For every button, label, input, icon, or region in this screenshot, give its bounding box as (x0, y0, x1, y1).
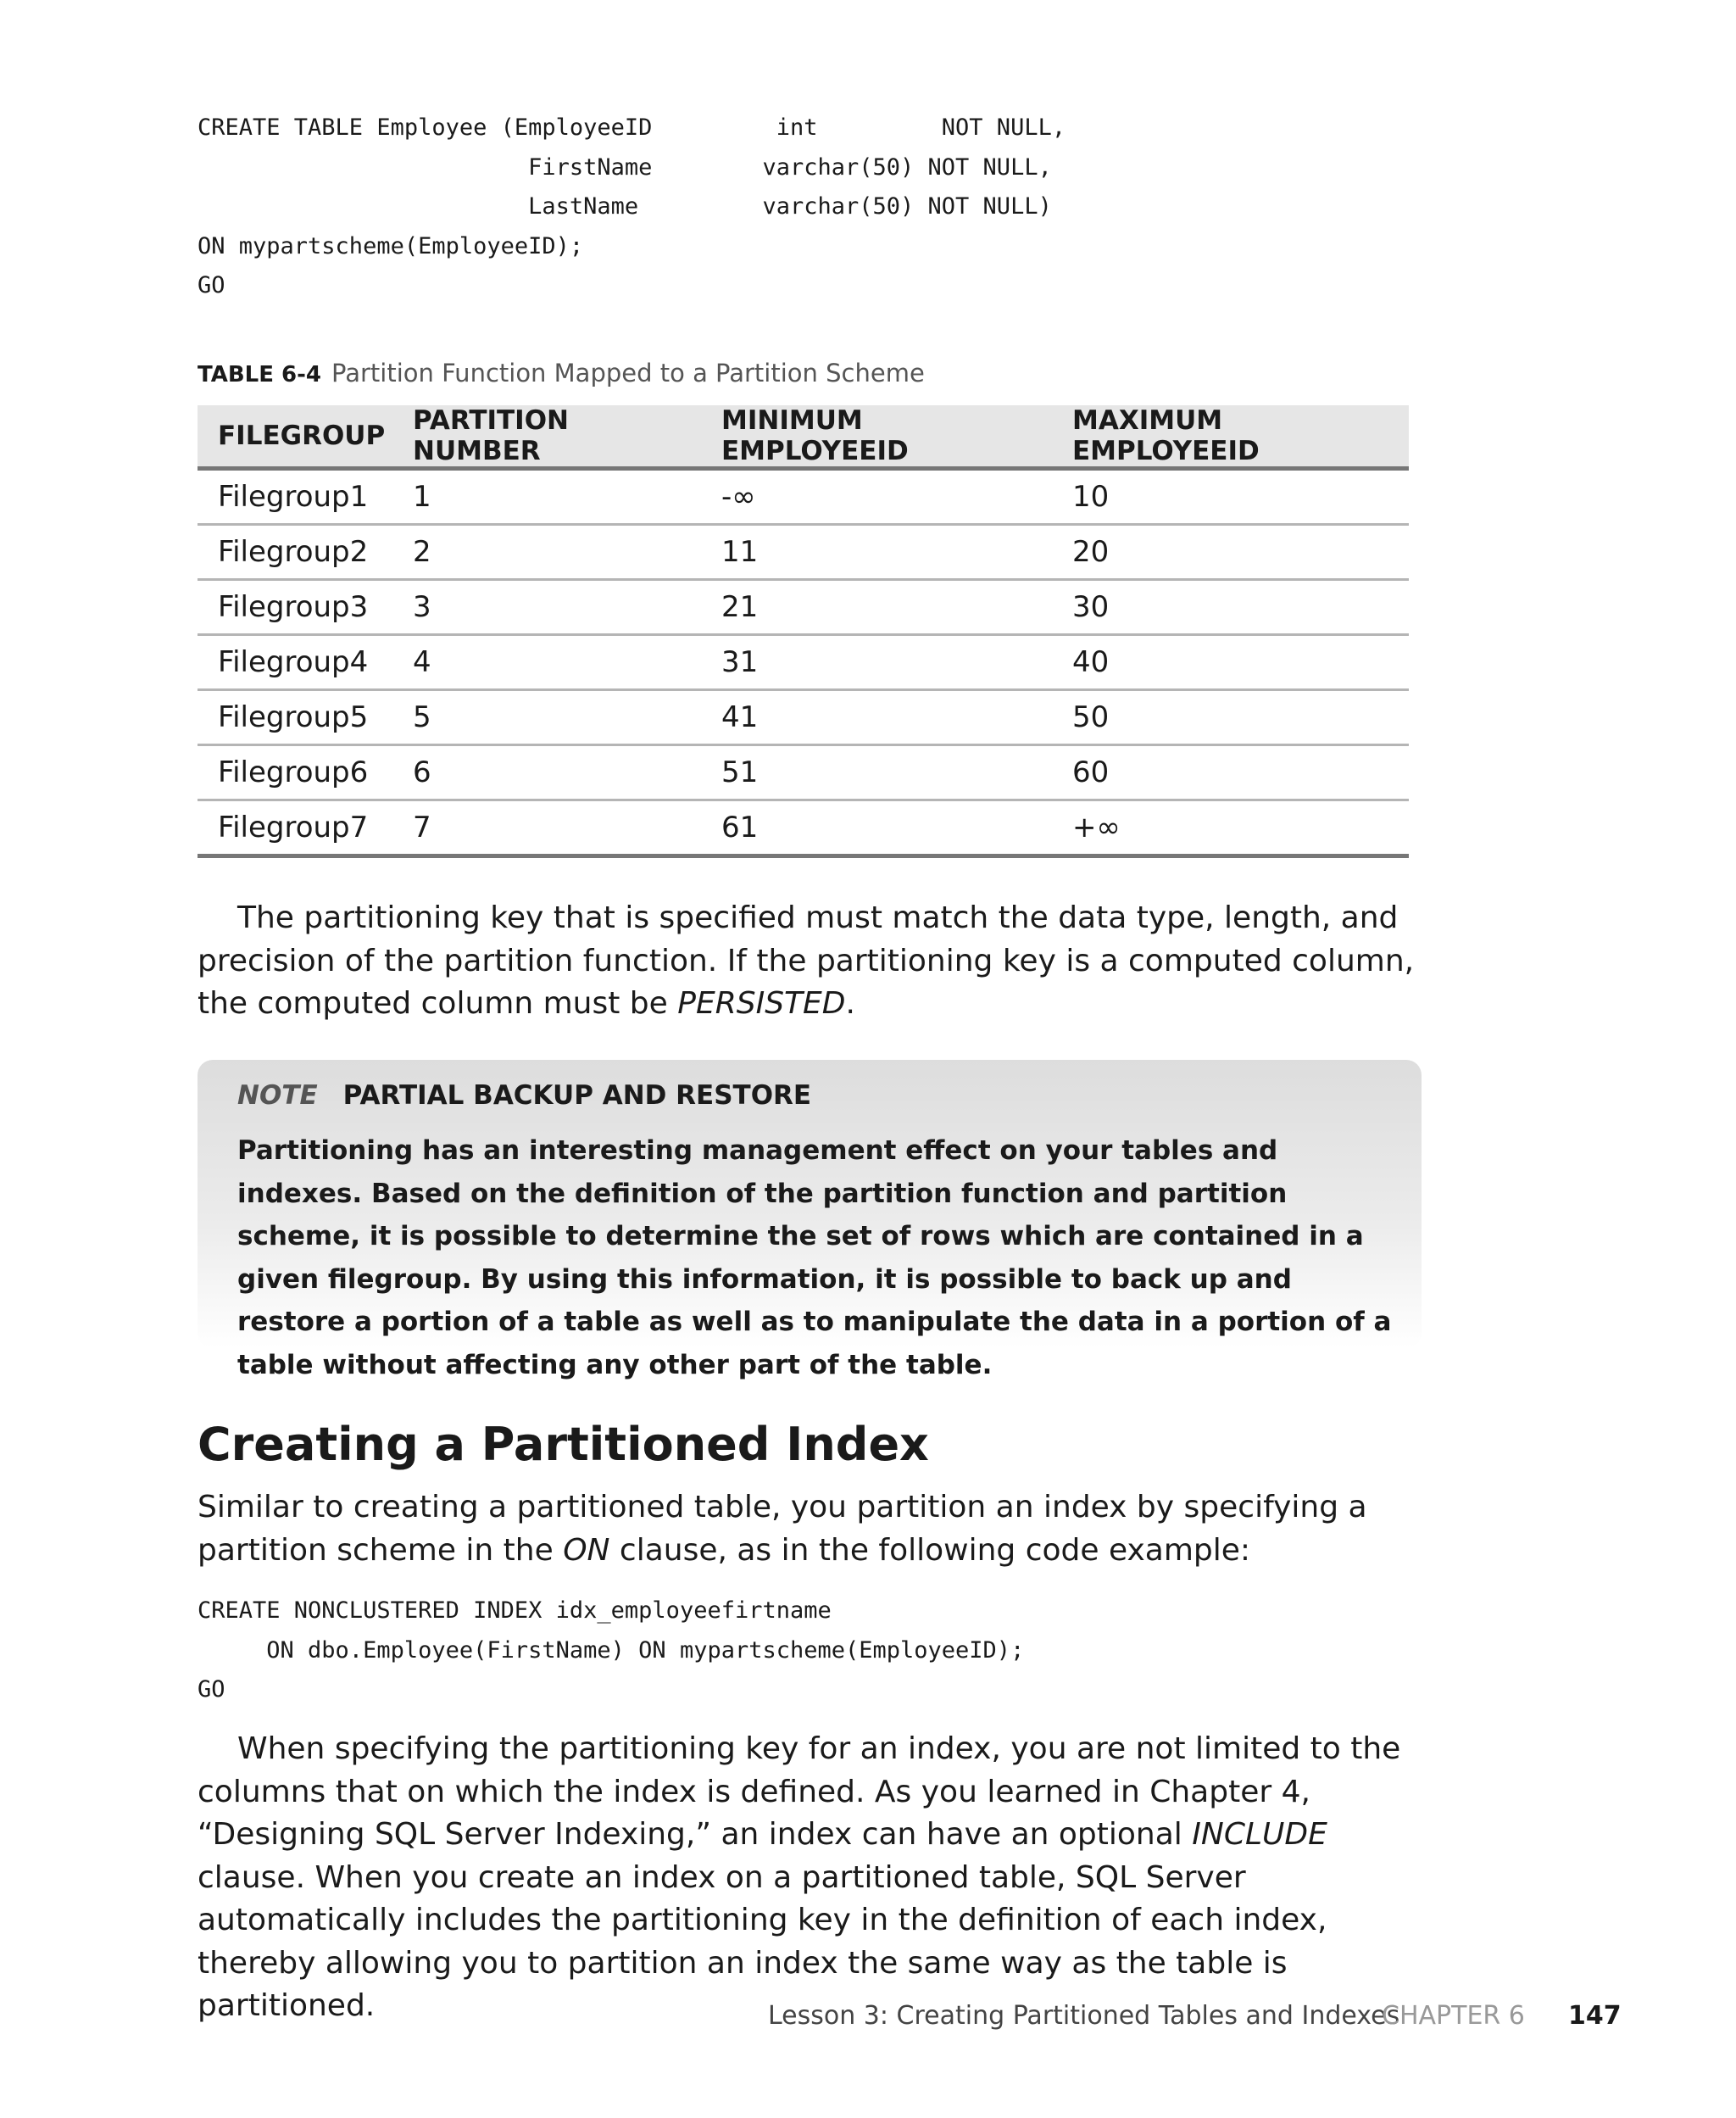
cell-maximum: 60 (1052, 745, 1409, 800)
cell-partition-number: 6 (392, 745, 701, 800)
paragraph-text: Similar to creating a partitioned table, you partition an index by specifying a partition scheme in the (198, 1490, 1367, 1568)
code-block-create-index: CREATE NONCLUSTERED INDEX idx_employeefirtname ON dbo.Employee(FirstName) ON mypartscheme(EmployeeID); GO (198, 1597, 1025, 1703)
footer-page-number: 147 (1568, 2001, 1622, 2031)
cell-partition-number: 2 (392, 525, 701, 580)
cell-minimum: -∞ (701, 469, 1052, 525)
cell-maximum: 30 (1052, 580, 1409, 635)
cell-partition-number: 4 (392, 635, 701, 690)
partition-table (198, 405, 1409, 858)
cell-filegroup: Filegroup1 (198, 469, 392, 525)
section-heading: Creating a Partitioned Index (198, 1418, 929, 1471)
cell-minimum: 11 (701, 525, 1052, 580)
cell-partition-number: 5 (392, 690, 701, 745)
footer-chapter: CHAPTER 6 (1382, 2001, 1525, 2031)
table-caption-number: TABLE 6-4 (198, 362, 322, 387)
cell-minimum: 61 (701, 800, 1052, 856)
cell-maximum: 20 (1052, 525, 1409, 580)
header-maximum-employeeid: MAXIMUM EMPLOYEEID (1052, 405, 1409, 469)
cell-minimum: 21 (701, 580, 1052, 635)
cell-maximum: 50 (1052, 690, 1409, 745)
paragraph-end: . (845, 986, 855, 1021)
table-row (198, 800, 1409, 856)
paragraph-italic-term: INCLUDE (1192, 1817, 1327, 1852)
cell-maximum: 40 (1052, 635, 1409, 690)
note-body: Partitioning has an interesting management effect on your tables and indexes. Based on the definition of the partition function and partition scheme, it is possible to determine the set of rows which are contained in a given filegroup. By using this information, it is possible to back up and restore a portion of a table as well as to manipulate the data in a portion of a table without affecting any other part of the table. (237, 1135, 1392, 1380)
paragraph-text: When specifying the partitioning key for an index, you are not limited to the columns that on which the index is defined. As you learned in Chapter 4, “Designing SQL Server Indexing,” an index can have an optional (198, 1731, 1401, 1852)
table-row (198, 525, 1409, 580)
note-box (198, 1060, 1422, 1380)
header-minimum-employeeid: MINIMUM EMPLOYEEID (701, 405, 1052, 469)
cell-partition-number: 1 (392, 469, 701, 525)
cell-minimum: 41 (701, 690, 1052, 745)
paragraph-text-after: clause, as in the following code example: (609, 1532, 1251, 1568)
cell-filegroup: Filegroup3 (198, 580, 392, 635)
footer-lesson-title: Lesson 3: Creating Partitioned Tables and Indexes (768, 2001, 1400, 2031)
note-title: PARTIAL BACKUP AND RESTORE (342, 1080, 812, 1111)
paragraph-text: The partitioning key that is specified must match the data type, length, and precision of the partition function. If the partitioning key is a computed column, the computed column must be (198, 900, 1415, 1021)
paragraph-partitioning-key-index (198, 1728, 1418, 2028)
cell-partition-number: 7 (392, 800, 701, 856)
paragraph-italic-term: ON (563, 1532, 610, 1568)
code-block-create-table: CREATE TABLE Employee (EmployeeID int NOT NULL, FirstName varchar(50) NOT NULL, LastName varchar(50) NOT NULL) ON mypartscheme(EmployeeID); GO (198, 114, 1066, 298)
paragraph-text-after: clause. When you create an index on a partitioned table, SQL Server automatically includes the partitioning key in the definition of each index, thereby allowing you to partition an index the same way as the table is partitioned. (198, 1859, 1327, 2023)
paragraph-partitioned-index-intro (198, 1486, 1418, 1572)
note-tag: NOTE (237, 1080, 318, 1111)
header-filegroup: FILEGROUP (198, 405, 392, 469)
table-row (198, 745, 1409, 800)
table-row (198, 469, 1409, 525)
header-partition-number: PARTITION NUMBER (392, 405, 701, 469)
paragraph-partitioning-key (198, 897, 1418, 1026)
table-header-row (198, 405, 1409, 469)
cell-maximum: +∞ (1052, 800, 1409, 856)
paragraph-italic-term: PERSISTED (677, 986, 846, 1021)
cell-filegroup: Filegroup5 (198, 690, 392, 745)
cell-minimum: 31 (701, 635, 1052, 690)
table-row (198, 635, 1409, 690)
cell-filegroup: Filegroup6 (198, 745, 392, 800)
note-header (237, 1080, 811, 1111)
table-caption-text: Partition Function Mapped to a Partition Scheme (331, 359, 925, 387)
table-caption (198, 359, 925, 387)
table-row (198, 690, 1409, 745)
cell-filegroup: Filegroup2 (198, 525, 392, 580)
cell-maximum: 10 (1052, 469, 1409, 525)
table-row (198, 580, 1409, 635)
cell-partition-number: 3 (392, 580, 701, 635)
cell-filegroup: Filegroup4 (198, 635, 392, 690)
cell-minimum: 51 (701, 745, 1052, 800)
cell-filegroup: Filegroup7 (198, 800, 392, 856)
